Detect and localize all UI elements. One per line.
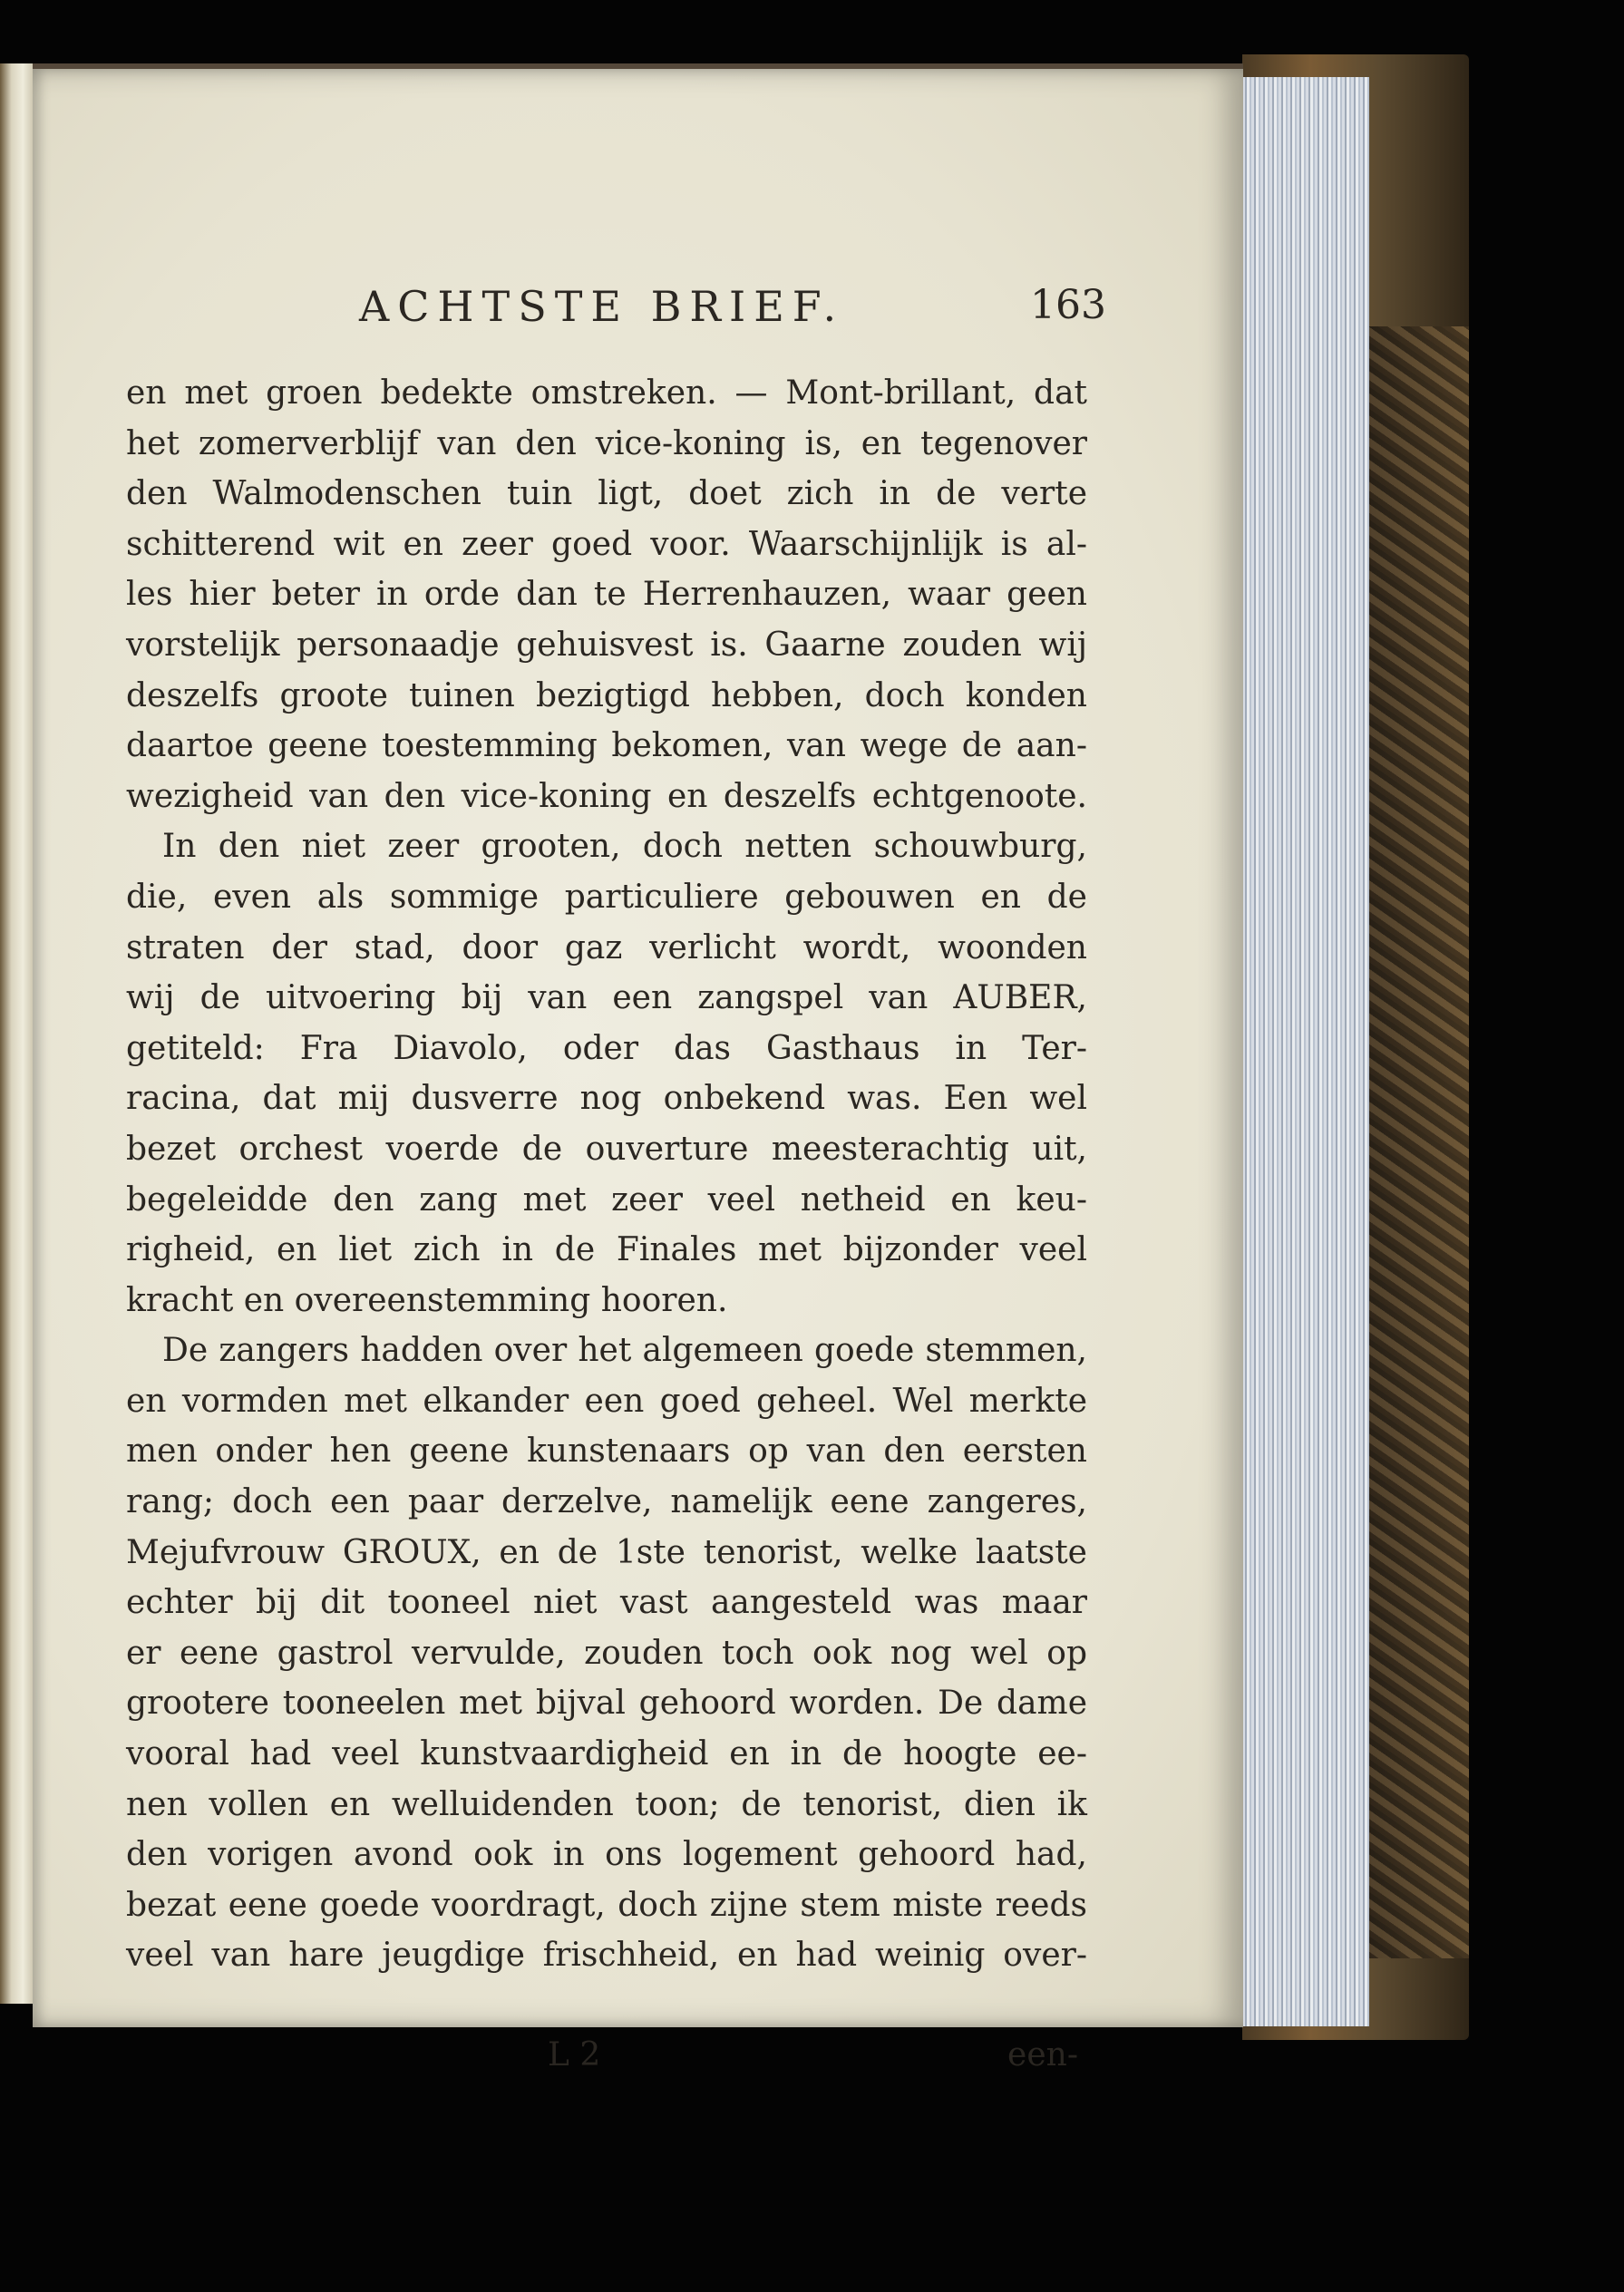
text-line: wij de uitvoering bij van een zangspel van AUBER, — [126, 979, 1087, 1017]
facing-page-edge — [0, 63, 33, 2004]
text-line: begeleidde den zang met zeer veel netheid en keu- — [126, 1180, 1087, 1219]
text-line: het zomerverblijf van den vice-koning is, en tegenover — [126, 424, 1087, 462]
text-line: en vormden met elkander een goed geheel. Wel merkte — [126, 1382, 1087, 1420]
page-block-edges — [1233, 77, 1369, 2026]
text-line: wezigheid van den vice-koning en deszelfs echtgenoote. — [126, 777, 1087, 815]
text-line: grootere tooneelen met bijval gehoord worden. De dame — [126, 1685, 1087, 1723]
page-footer — [126, 2036, 1087, 2087]
signature-mark: L 2 — [548, 2036, 601, 2073]
text-line: In den niet zeer grooten, doch netten schouwburg, — [162, 828, 1087, 866]
running-head — [33, 282, 1243, 345]
text-line: den Walmodenschen tuin ligt, doet zich in de verte — [126, 475, 1087, 513]
text-line: den vorigen avond ook in ons logement gehoord had, — [126, 1836, 1087, 1874]
text-line: daartoe geene toestemming bekomen, van wege de aan- — [126, 727, 1087, 765]
text-line: righeid, en liet zich in de Finales met bijzonder veel — [126, 1231, 1087, 1269]
text-line: echter bij dit tooneel niet vast aangesteld was maar — [126, 1584, 1087, 1622]
text-line: vorstelijk personaadje gehuisvest is. Gaarne zouden wij — [126, 626, 1087, 664]
text-line: er eene gastrol vervulde, zouden toch ook nog wel op — [126, 1634, 1087, 1672]
text-line: De zangers hadden over het algemeen goede stemmen, — [162, 1332, 1087, 1370]
text-line: straten der stad, door gaz verlicht wordt, woonden — [126, 928, 1087, 966]
text-line: men onder hen geene kunstenaars op van den eersten — [126, 1432, 1087, 1471]
text-line: getiteld: Fra Diavolo, oder das Gasthaus in Ter- — [126, 1029, 1087, 1067]
text-line: les hier beter in orde dan te Herrenhauzen, waar geen — [126, 576, 1087, 614]
catchword: een- — [1007, 2036, 1078, 2073]
text-line: racina, dat mij dusverre nog onbekend was. Een wel — [126, 1080, 1087, 1118]
book-page — [33, 63, 1243, 2073]
text-line: bezet orchest voerde de ouverture meesterachtig uit, — [126, 1130, 1087, 1168]
text-line: deszelfs groote tuinen bezigtigd hebben, doch konden — [126, 676, 1087, 714]
text-line: kracht en overeenstemming hooren. — [126, 1281, 728, 1319]
text-line: schitterend wit en zeer goed voor. Waarschijnlijk is al- — [126, 525, 1087, 563]
text-line: veel van hare jeugdige frischheid, en had weinig over- — [126, 1937, 1087, 1975]
text-line: bezat eene goede voordragt, doch zijne stem miste reeds — [126, 1886, 1087, 1924]
page-number: 163 — [1030, 282, 1106, 328]
body-text — [126, 368, 1087, 1981]
running-title: ACHTSTE BRIEF. — [359, 282, 845, 331]
text-line: rang; doch een paar derzelve, namelijk eene zangeres, — [126, 1483, 1087, 1521]
text-line: die, even als sommige particuliere gebouwen en de — [126, 878, 1087, 916]
text-line: nen vollen en welluidenden toon; de tenorist, dien ik — [126, 1785, 1087, 1823]
text-line: vooral had veel kunstvaardigheid en in de hoogte ee- — [126, 1735, 1087, 1773]
text-line: en met groen bedekte omstreken. — Mont-brillant, dat — [126, 374, 1087, 412]
text-line: Mejufvrouw GROUX, en de 1ste tenorist, welke laatste — [126, 1533, 1087, 1571]
marbled-cover — [1369, 326, 1469, 1958]
